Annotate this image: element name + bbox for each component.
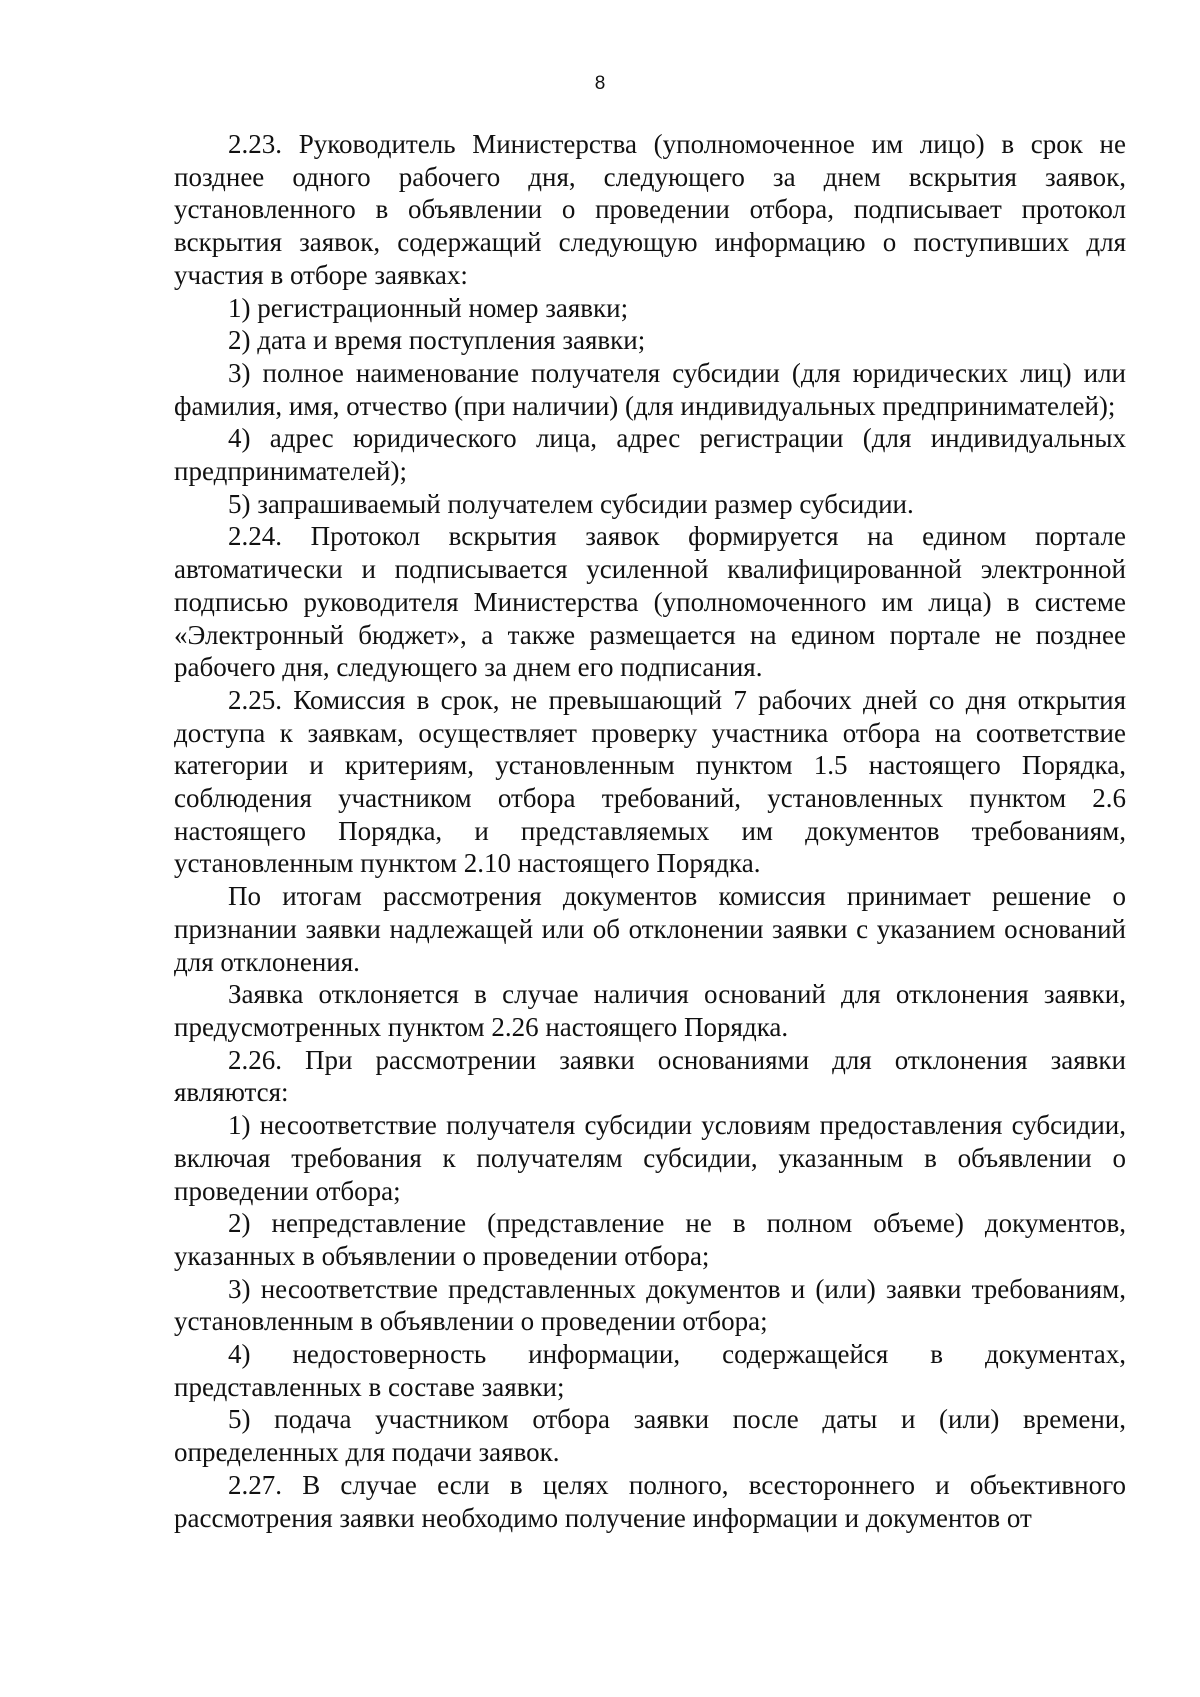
paragraph-2-24: 2.24. Протокол вскрытия заявок формируется на едином портале автоматически и подписывается усиленной квалифицированной электронной подписью руководителя Министерства (уполномоченного им лица) в системе «Электронный бюджет», а также размещается на едином портале не позднее рабочего дня, следующего за днем его подписания. xyxy=(174,521,1126,683)
reason-item-2: 2) непредставление (представление не в полном объеме) документов, указанных в объявлении о проведении отбора; xyxy=(174,1208,1126,1271)
reason-item-4: 4) недостоверность информации, содержащейся в документах, представленных в составе заявки; xyxy=(174,1339,1126,1402)
page-number: 8 xyxy=(594,73,606,94)
reason-item-1: 1) несоответствие получателя субсидии условиям предоставления субсидии, включая требования к получателям субсидии, указанным в объявлении о проведении отбора; xyxy=(174,1110,1126,1206)
paragraph-2-26: 2.26. При рассмотрении заявки основаниями для отклонения заявки являются: xyxy=(174,1044,1126,1108)
paragraph-2-27: 2.27. В случае если в целях полного, всестороннего и объективного рассмотрения заявки необходимо получение информации и документов от xyxy=(174,1469,1126,1533)
list-item-4: 4) адрес юридического лица, адрес регистрации (для индивидуальных предпринимателей); xyxy=(174,423,1126,487)
list-item-2: 2) дата и время поступления заявки; xyxy=(228,325,646,356)
list-item-3: 3) полное наименование получателя субсидии (для юридических лиц) или фамилия, имя, отчество (при наличии) (для индивидуальных предпринимателей); xyxy=(174,357,1126,421)
paragraph-2-23: 2.23. Руководитель Министерства (уполномоченное им лицо) в срок не позднее одного рабочего дня, следующего за днем вскрытия заявок, установленного в объявлении о проведении отбора, подписывает протокол вскрытия заявок, содержащий следующую информацию о поступивших для участия в отборе заявках: xyxy=(174,129,1126,290)
paragraph-review-results: По итогам рассмотрения документов комиссия принимает решение о признании заявки надлежащей или об отклонении заявки с указанием оснований для отклонения. xyxy=(174,881,1126,977)
paragraph-2-25: 2.25. Комиссия в срок, не превышающий 7 рабочих дней со дня открытия доступа к заявкам, осуществляет проверку участника отбора на соответствие категории и критериям, установленным пунктом 1.5 настоящего Порядка, соблюдения участником отбора требований, установленных пунктом 2.6 настоящего Порядка, и представляемых им документов требованиям, установленным пунктом 2.10 настоящего Порядка. xyxy=(174,684,1126,879)
list-item-1: 1) регистрационный номер заявки; xyxy=(228,292,629,323)
document-body xyxy=(174,128,1126,1534)
reason-item-3: 3) несоответствие представленных документов и (или) заявки требованиям, установленным в объявлении о проведении отбора; xyxy=(174,1273,1126,1337)
reason-item-5: 5) подача участником отбора заявки после даты и (или) времени, определенных для подачи заявок. xyxy=(174,1404,1126,1468)
list-item-5: 5) запрашиваемый получателем субсидии размер субсидии. xyxy=(228,488,914,519)
paragraph-rejection: Заявка отклоняется в случае наличия оснований для отклонения заявки, предусмотренных пунктом 2.26 настоящего Порядка. xyxy=(174,979,1126,1042)
